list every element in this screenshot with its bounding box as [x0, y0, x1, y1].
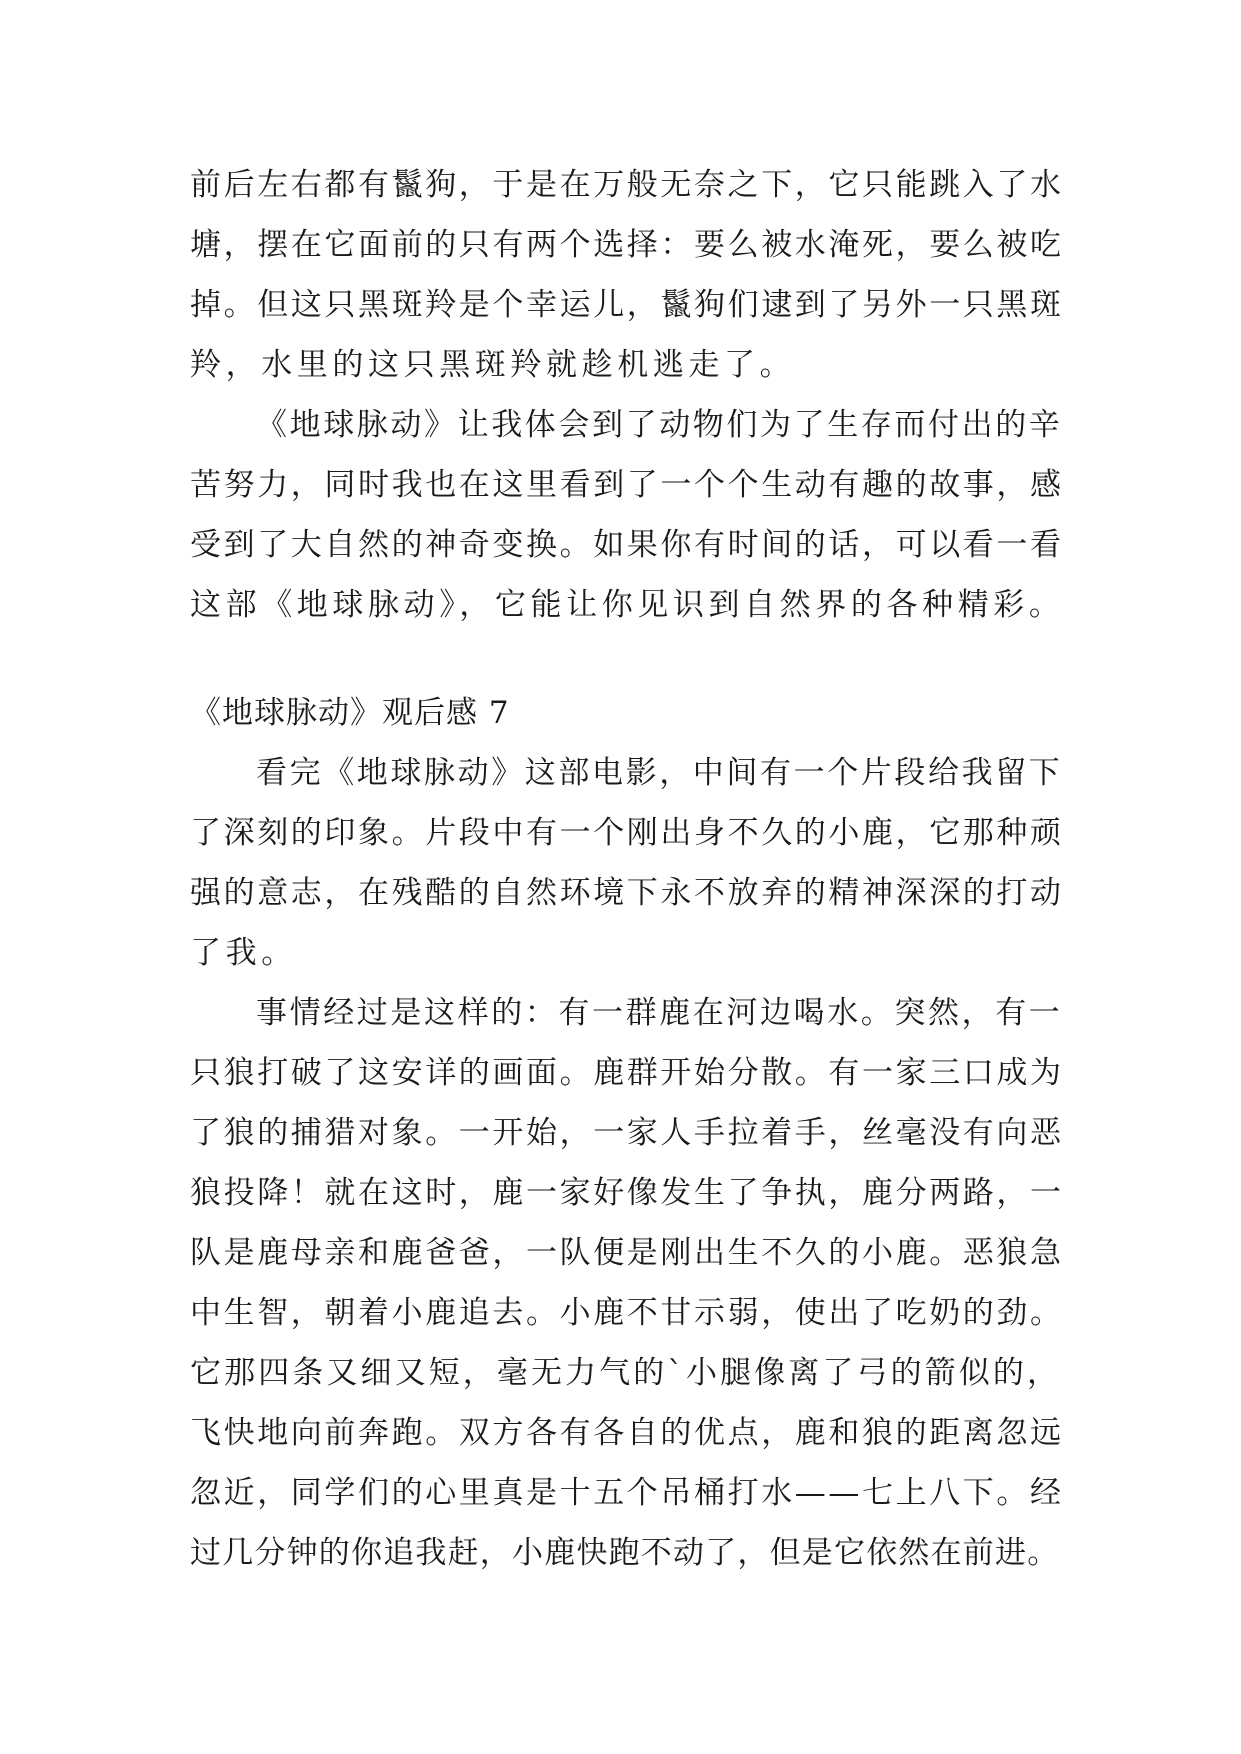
text-line: 强的意志，在残酷的自然环境下永不放弃的精神深深的打动 — [190, 875, 1064, 911]
section-title: 《地球脉动》观后感 7 — [190, 695, 510, 731]
text-line: 狼投降！就在这时，鹿一家好像发生了争执，鹿分两路，一 — [190, 1175, 1064, 1211]
text-line: 飞快地向前奔跑。双方各有各自的优点，鹿和狼的距离忽远 — [190, 1415, 1064, 1451]
text-line: 苦努力，同时我也在这里看到了一个个生动有趣的故事，感 — [190, 467, 1064, 503]
text-line: 中生智，朝着小鹿追去。小鹿不甘示弱，使出了吃奶的劲。 — [190, 1295, 1064, 1331]
text-line: 这部《地球脉动》，它能让你见识到自然界的各种精彩。 — [190, 587, 1065, 623]
text-line: 掉。但这只黑斑羚是个幸运儿，鬣狗们逮到了另外一只黑斑 — [190, 287, 1064, 323]
text-line: 《地球脉动》让我体会到了动物们为了生存而付出的辛 — [256, 407, 1063, 443]
text-line: 事情经过是这样的：有一群鹿在河边喝水。突然，有一 — [256, 995, 1063, 1031]
text-line: 塘，摆在它面前的只有两个选择：要么被水淹死，要么被吃 — [190, 227, 1064, 263]
text-line: 了狼的捕猎对象。一开始，一家人手拉着手，丝毫没有向恶 — [190, 1115, 1064, 1151]
text-line: 过几分钟的你追我赶，小鹿快跑不动了，但是它依然在前进。 — [190, 1535, 1060, 1571]
text-line: 忽近，同学们的心里真是十五个吊桶打水——七上八下。经 — [190, 1475, 1064, 1511]
text-line: 了深刻的印象。片段中有一个刚出身不久的小鹿，它那种顽 — [190, 815, 1064, 851]
text-line: 看完《地球脉动》这部电影，中间有一个片段给我留下 — [256, 755, 1063, 791]
text-line: 羚，水里的这只黑斑羚就趁机逃走了。 — [190, 347, 796, 383]
text-line: 只狼打破了这安详的画面。鹿群开始分散。有一家三口成为 — [190, 1055, 1064, 1091]
text-line: 前后左右都有鬣狗，于是在万般无奈之下，它只能跳入了水 — [190, 167, 1064, 203]
text-line: 了我。 — [190, 935, 297, 971]
text-line: 队是鹿母亲和鹿爸爸，一队便是刚出生不久的小鹿。恶狼急 — [190, 1235, 1064, 1271]
text-line: 它那四条又细又短，毫无力气的`小腿像离了弓的箭似的， — [190, 1355, 1062, 1391]
text-line: 受到了大自然的神奇变换。如果你有时间的话，可以看一看 — [190, 527, 1064, 563]
